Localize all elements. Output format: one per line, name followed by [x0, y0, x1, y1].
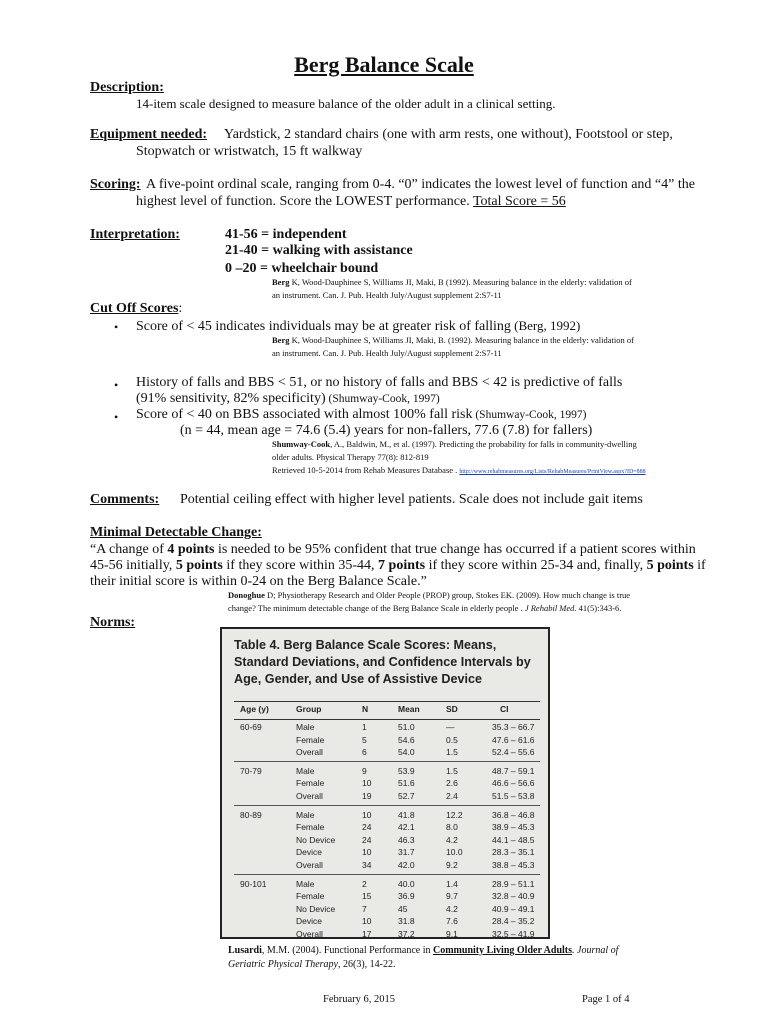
cell-ci: 38.9 – 45.3	[492, 822, 535, 833]
cell-n: 24	[362, 822, 372, 833]
cell-n: 1	[362, 722, 367, 732]
cutoff-bullet-2-line1: History of falls and BBS < 51, or no history of falls and BBS < 42 is predictive of falls	[136, 375, 623, 390]
cell-sd: 1.5	[446, 747, 458, 758]
cell-sd: 1.5	[446, 765, 458, 776]
citation-author: Berg	[272, 335, 290, 345]
mdc-text: if	[693, 558, 706, 573]
mdc-text: is needed to be 95% confident that true change has occurred if a patient scores within	[214, 542, 696, 557]
cell-sd: 9.1	[446, 929, 458, 939]
col-header-sd: SD	[446, 704, 458, 714]
norms-heading: Norms:	[90, 615, 136, 630]
citation-author: Berg	[272, 277, 290, 287]
comments-text: Potential ceiling effect with higher level patients. Scale does not include gait items	[180, 492, 643, 507]
cell-group: Male	[296, 722, 315, 732]
cell-group: Female	[296, 778, 325, 789]
cell-n: 17	[362, 929, 372, 939]
interpretation-citation	[272, 276, 712, 302]
equipment-line1: Yardstick, 2 standard chairs (one with arm rests, one without), Footstool or step,	[224, 127, 673, 142]
citation-line3: Retrieved 10-5-2014 from Rehab Measures Database .	[272, 465, 460, 475]
bullet-icon: •	[114, 378, 119, 392]
cell-ci: 44.1 – 48.5	[492, 834, 535, 845]
norms-citation	[228, 944, 688, 972]
cell-ci: 36.8 – 46.8	[492, 809, 535, 820]
cell-ci: 51.5 – 53.8	[492, 791, 535, 801]
cell-n: 34	[362, 860, 372, 870]
mdc-citation	[228, 589, 728, 615]
age-group-label: 60-69	[240, 722, 262, 732]
cell-mean: 41.8	[398, 809, 415, 820]
citation-line1: K, Wood-Dauphinee S, Williams JI, Maki, B (1992). Measuring balance in the elderly: validation of	[289, 277, 632, 287]
col-header-mean: Mean	[398, 704, 420, 714]
cell-group: Female	[296, 891, 325, 902]
group-separator	[234, 805, 540, 806]
journal-name: J Rehabil Med.	[524, 603, 577, 613]
cell-sd: 2.4	[446, 791, 458, 801]
bullet-icon: •	[114, 320, 119, 334]
citation-line1a: , M.M. (2004). Functional Performance in	[261, 945, 433, 956]
cell-group: Female	[296, 822, 325, 833]
cell-group: Overall	[296, 929, 323, 939]
cutoff-bullet-1	[136, 318, 580, 335]
citation-line1c: . Journal of	[572, 945, 619, 956]
mdc-text: if they score within 25-34 and, finally,	[425, 558, 647, 573]
footer-date: February 6, 2015	[323, 994, 396, 1005]
cell-group: No Device	[296, 834, 336, 845]
cell-mean: 42.1	[398, 822, 415, 833]
scoring-heading: Scoring:	[90, 177, 141, 192]
scoring-line1: A five-point ordinal scale, ranging from 0-4. “0” indicates the lowest level of function and “4” the	[146, 177, 695, 192]
age-group-label: 70-79	[240, 765, 262, 776]
total-score: Total Score = 56	[472, 194, 566, 209]
cell-ci: 38.8 – 45.3	[492, 860, 535, 870]
table-header	[234, 701, 540, 720]
age-group-label: 80-89	[240, 809, 262, 820]
group-separator	[234, 761, 540, 762]
equipment-heading: Equipment needed:	[90, 127, 208, 142]
citation-line2: an instrument. Can. J. Pub. Health July/August supplement 2:S7-11	[272, 348, 502, 358]
citation-line1: K, Wood-Dauphinee S, Williams JI, Maki, B. (1992). Measuring balance in the elderly: validation of	[289, 335, 634, 345]
group-separator	[234, 874, 540, 875]
cell-n: 15	[362, 891, 372, 902]
cutoff-citation	[272, 334, 712, 360]
cell-sd: 0.5	[446, 734, 458, 745]
cell-n: 7	[362, 903, 367, 914]
cell-sd: 9.2	[446, 860, 458, 870]
rehab-measures-link[interactable]: http://www.rehabmeasures.org/Lists/RehabMeasures/PrintView.aspx?ID=888	[459, 469, 646, 475]
mdc-text: if they score within 35-44,	[222, 558, 379, 573]
cell-sd: 1.4	[446, 878, 458, 889]
interpretation-item-1: 41-56 = independent	[225, 227, 347, 242]
mdc-points: 5 points	[175, 558, 223, 573]
cell-group: Device	[296, 916, 322, 927]
cell-n: 10	[362, 778, 372, 789]
cell-group: Overall	[296, 791, 323, 801]
cell-group: Device	[296, 847, 322, 858]
interpretation-item-3: 0 –20 = wheelchair bound	[225, 261, 379, 276]
cell-sd: 2.6	[446, 778, 458, 789]
cutoff-bullet-2-ref: (Shumway-Cook, 1997)	[325, 393, 440, 405]
cell-ci: 32.8 – 40.9	[492, 891, 535, 902]
cell-n: 10	[362, 916, 372, 927]
cell-n: 10	[362, 809, 372, 820]
cell-group: Male	[296, 765, 315, 776]
cell-mean: 46.3	[398, 834, 415, 845]
cell-mean: 40.0	[398, 878, 415, 889]
cell-sd: 9.7	[446, 891, 458, 902]
cell-sd: 8.0	[446, 822, 458, 833]
cell-sd: —	[446, 722, 455, 732]
cell-sd: 4.2	[446, 834, 458, 845]
interpretation-item-2: 21-40 = walking with assistance	[225, 243, 413, 258]
cutoff-bullet-3-line2: (n = 44, mean age = 74.6 (5.4) years for non-fallers, 77.6 (7.8) for fallers)	[180, 423, 593, 438]
cell-sd: 7.6	[446, 916, 458, 927]
citation-author: Shumway-Cook	[272, 439, 331, 449]
cell-n: 19	[362, 791, 372, 801]
mdc-heading: Minimal Detectable Change:	[90, 525, 262, 540]
cutoff-bullet-1-ref: (Berg, 1992)	[510, 318, 581, 333]
col-header-age: Age (y)	[240, 704, 269, 714]
citation-line2b: , 26(3), 14-22.	[337, 959, 396, 970]
col-header-n: N	[362, 704, 369, 714]
bullet-icon: •	[114, 410, 119, 424]
cutoff-bullet-2-text: (91% sensitivity, 82% specificity)	[136, 391, 326, 406]
mdc-line1	[90, 542, 696, 558]
cell-group: Male	[296, 878, 315, 889]
cutoff-colon: :	[178, 301, 183, 316]
interpretation-heading: Interpretation:	[90, 227, 180, 242]
cell-ci: 48.7 – 59.1	[492, 765, 535, 776]
cell-group: Female	[296, 734, 325, 745]
footer-page-number: Page 1 of 4	[582, 994, 630, 1005]
cell-ci: 47.6 – 61.6	[492, 734, 535, 745]
col-header-group: Group	[296, 704, 322, 714]
citation-line2: an instrument. Can. J. Pub. Health July/August supplement 2:S7-11	[272, 290, 502, 300]
norms-table-image	[220, 627, 550, 939]
equipment-line2: Stopwatch or wristwatch, 15 ft walkway	[136, 144, 363, 159]
cell-ci: 52.4 – 55.6	[492, 747, 535, 758]
citation-line2: change? The minimum detectable change of the Berg Balance Scale in elderly people .	[228, 603, 525, 613]
cell-sd: 10.0	[446, 847, 463, 858]
cell-mean: 45	[398, 903, 408, 914]
table-title: Table 4. Berg Balance Scale Scores: Means, Standard Deviations, and Confidence Intervals by Age, Gender, and Use of Assistive Device	[234, 638, 531, 686]
cell-ci: 35.3 – 66.7	[492, 722, 535, 732]
mdc-text: 45-56 initially,	[90, 558, 176, 573]
citation-line1: D; Physiotherapy Research and Older People (PROP) group, Stokes EK. (2009). How much change is true	[264, 590, 631, 600]
cell-group: No Device	[296, 903, 336, 914]
cell-ci: 28.4 – 35.2	[492, 916, 535, 927]
cutoff-heading-row	[90, 301, 182, 317]
description-text: 14-item scale designed to measure balance of the older adult in a clinical setting.	[136, 96, 556, 111]
citation-line1: , A., Baldwin, M., et al. (1997). Predicting the probability for falls in community-dwelling	[330, 439, 637, 449]
cell-mean: 51.0	[398, 722, 415, 732]
cell-group: Overall	[296, 747, 323, 758]
cell-mean: 31.7	[398, 847, 415, 858]
cutoff-bullet-1-text: Score of < 45 indicates individuals may be at greater risk of falling	[136, 319, 511, 334]
col-header-ci: CI	[500, 704, 509, 714]
cell-n: 10	[362, 847, 372, 858]
cell-mean: 54.0	[398, 747, 415, 758]
cell-mean: 52.7	[398, 791, 415, 801]
cell-ci: 28.9 – 51.1	[492, 878, 535, 889]
mdc-points: 5 points	[646, 558, 694, 573]
cell-n: 6	[362, 747, 367, 758]
cell-mean: 42.0	[398, 860, 415, 870]
citation-author: Donoghue	[228, 590, 265, 600]
cell-ci: 40.9 – 49.1	[492, 903, 535, 914]
cell-sd: 12.2	[446, 809, 463, 820]
comments-heading: Comments:	[90, 492, 160, 507]
cell-group: Overall	[296, 860, 323, 870]
cutoff-heading: Cut Off Scores	[90, 301, 179, 316]
citation-line2: older adults. Physical Therapy 77(8): 812-819	[272, 452, 429, 462]
scoring-line2	[136, 194, 566, 210]
shumway-citation	[272, 438, 742, 479]
cell-mean: 54.6	[398, 734, 415, 745]
description-heading: Description:	[90, 80, 164, 95]
cell-n: 24	[362, 834, 372, 845]
mdc-line3: their initial score is within 0-24 on the Berg Balance Scale.”	[90, 574, 427, 589]
cell-n: 2	[362, 878, 367, 889]
cell-mean: 31.8	[398, 916, 415, 927]
cell-group: Male	[296, 809, 315, 820]
cell-ci: 28.3 – 35.1	[492, 847, 535, 858]
mdc-points: 7 points	[378, 558, 426, 573]
mdc-points: 4 points	[167, 542, 215, 557]
citation-title: Community Living Older Adults	[433, 945, 573, 956]
cell-mean: 36.9	[398, 891, 415, 902]
page-title: Berg Balance Scale	[294, 52, 474, 77]
cell-ci: 32.5 – 41.9	[492, 929, 535, 939]
citation-line2-end: 41(5):343-6.	[576, 603, 622, 613]
cutoff-bullet-2-line2	[136, 391, 440, 407]
cutoff-bullet-3-ref: (Shumway-Cook, 1997)	[472, 409, 587, 421]
journal-name: Geriatric Physical Therapy	[228, 959, 338, 970]
scoring-line2-text: highest level of function. Score the LOWEST performance.	[136, 194, 473, 209]
cell-mean: 53.9	[398, 765, 415, 776]
cell-sd: 4.2	[446, 903, 458, 914]
cutoff-bullet-3-text: Score of < 40 on BBS associated with almost 100% fall risk	[136, 407, 473, 422]
cutoff-bullet-3	[136, 407, 587, 423]
mdc-line2	[90, 558, 706, 574]
cell-mean: 51.6	[398, 778, 415, 789]
age-group-label: 90-101	[240, 878, 267, 889]
mdc-text: “A change of	[90, 542, 168, 557]
cell-mean: 37.2	[398, 929, 415, 939]
cell-n: 9	[362, 765, 367, 776]
cell-ci: 46.6 – 56.6	[492, 778, 535, 789]
citation-author: Lusardi	[228, 945, 262, 956]
cell-n: 5	[362, 734, 367, 745]
